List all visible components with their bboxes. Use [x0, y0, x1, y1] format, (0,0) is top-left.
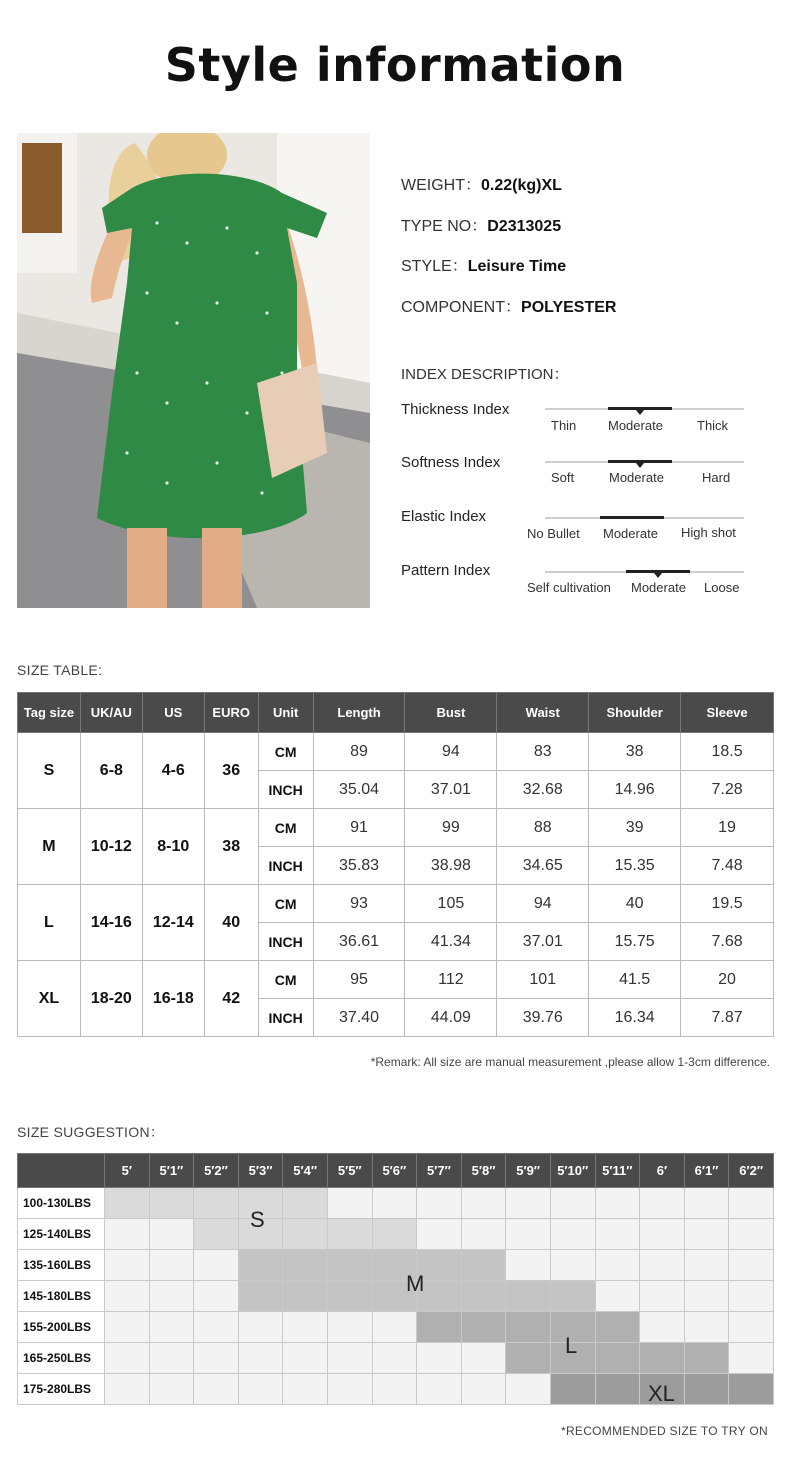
height-header: 5′10″ [550, 1154, 595, 1188]
suggestion-cell [461, 1343, 506, 1374]
measurement-cell: 19 [681, 809, 774, 847]
suggestion-cell [640, 1312, 685, 1343]
suggestion-cell [105, 1219, 150, 1250]
height-header: 6′2″ [729, 1154, 774, 1188]
measurement-cell: 88 [497, 809, 589, 847]
header-cell: Bust [405, 693, 497, 733]
header-cell: Sleeve [681, 693, 774, 733]
suggestion-cell [729, 1312, 774, 1343]
header-cell: Unit [258, 693, 313, 733]
index-option: High shot [681, 525, 736, 540]
measurement-cell: 16.34 [589, 999, 681, 1037]
weight-cell: 135-160LBS [18, 1250, 105, 1281]
index-option: Self cultivation [527, 580, 611, 595]
size-euro-cell: 40 [204, 885, 258, 961]
index-option: Hard [702, 470, 731, 485]
size-uk-cell: 10-12 [80, 809, 142, 885]
size-suggestion-table [17, 1153, 774, 1405]
suggestion-cell [506, 1374, 551, 1405]
weight-cell: 125-140LBS [18, 1219, 105, 1250]
suggestion-cell [149, 1188, 194, 1219]
measurement-cell: 101 [497, 961, 589, 999]
table-row [18, 1343, 774, 1374]
suggestion-header [18, 1154, 774, 1188]
index-option: Moderate [631, 580, 686, 595]
suggestion-cell [506, 1281, 551, 1312]
page-title: Style information [164, 38, 626, 92]
pattern-index [401, 562, 746, 606]
suggestion-cell [684, 1250, 729, 1281]
unit-cell: CM [258, 733, 313, 771]
measurement-cell: 14.96 [589, 771, 681, 809]
index-label: Softness Index [401, 454, 501, 471]
suggestion-cell [595, 1219, 640, 1250]
suggestion-cell [684, 1312, 729, 1343]
size-us-cell: 12-14 [142, 885, 204, 961]
measurement-cell: 35.04 [313, 771, 405, 809]
measurement-cell: 7.28 [681, 771, 774, 809]
index-option: Thin [551, 418, 577, 433]
suggestion-cell [506, 1343, 551, 1374]
index-option: Soft [551, 470, 575, 485]
suggestion-cell [194, 1343, 239, 1374]
header-cell: UK/AU [80, 693, 142, 733]
table-row [18, 1250, 774, 1281]
index-label: Elastic Index [401, 508, 487, 525]
measurement-cell: 20 [681, 961, 774, 999]
measurement-cell: 105 [405, 885, 497, 923]
index-label: Pattern Index [401, 562, 491, 579]
height-header: 5′5″ [327, 1154, 372, 1188]
suggestion-cell [372, 1219, 417, 1250]
measurement-cell: 112 [405, 961, 497, 999]
spec-component: COMPONENT：POLYESTER [401, 299, 617, 316]
measurement-cell: 89 [313, 733, 405, 771]
index-option: Thick [697, 418, 729, 433]
index-option: Moderate [603, 526, 658, 541]
suggestion-cell [283, 1250, 328, 1281]
suggestion-cell [372, 1343, 417, 1374]
suggestion-cell [640, 1250, 685, 1281]
height-header: 5′ [105, 1154, 150, 1188]
suggestion-cell [595, 1250, 640, 1281]
suggestion-cell [105, 1281, 150, 1312]
index-option: Moderate [609, 470, 664, 485]
size-euro-cell: 38 [204, 809, 258, 885]
measurement-cell: 93 [313, 885, 405, 923]
index-option: Moderate [608, 418, 663, 433]
suggestion-cell [550, 1219, 595, 1250]
size-table [17, 692, 774, 1037]
weight-cell: 155-200LBS [18, 1312, 105, 1343]
measurement-cell: 44.09 [405, 999, 497, 1037]
thickness-index [401, 401, 746, 445]
suggestion-cell [640, 1188, 685, 1219]
size-euro-cell: 36 [204, 733, 258, 809]
suggestion-cell [194, 1312, 239, 1343]
suggestion-cell [684, 1188, 729, 1219]
suggestion-cell [417, 1343, 462, 1374]
size-table-title: SIZE TABLE: [17, 662, 103, 678]
size-uk-cell: 6-8 [80, 733, 142, 809]
measurement-cell: 34.65 [497, 847, 589, 885]
suggestion-cell [417, 1374, 462, 1405]
suggestion-cell [194, 1374, 239, 1405]
suggestion-cell [327, 1312, 372, 1343]
table-row [18, 885, 774, 923]
measurement-cell: 41.34 [405, 923, 497, 961]
size-tag-cell: XL [18, 961, 81, 1037]
suggestion-cell [105, 1343, 150, 1374]
unit-cell: CM [258, 961, 313, 999]
suggestion-cell [595, 1374, 640, 1405]
measurement-cell: 19.5 [681, 885, 774, 923]
suggestion-cell [729, 1188, 774, 1219]
measurement-cell: 99 [405, 809, 497, 847]
suggestion-cell [283, 1343, 328, 1374]
height-header: 6′1″ [684, 1154, 729, 1188]
suggestion-cell [729, 1343, 774, 1374]
index-option: No Bullet [527, 526, 580, 541]
suggestion-cell [327, 1219, 372, 1250]
suggestion-cell [283, 1219, 328, 1250]
suggestion-cell [327, 1343, 372, 1374]
recommended-note: *RECOMMENDED SIZE TO TRY ON [560, 1424, 768, 1438]
height-header: 5′1″ [149, 1154, 194, 1188]
suggestion-cell [105, 1374, 150, 1405]
measurement-cell: 38.98 [405, 847, 497, 885]
suggestion-cell [729, 1219, 774, 1250]
measurement-cell: 18.5 [681, 733, 774, 771]
measurement-cell: 36.61 [313, 923, 405, 961]
height-header: 5′4″ [283, 1154, 328, 1188]
measurement-cell: 95 [313, 961, 405, 999]
height-header: 6′ [640, 1154, 685, 1188]
suggestion-cell [238, 1374, 283, 1405]
table-row [18, 961, 774, 999]
height-header: 5′11″ [595, 1154, 640, 1188]
suggestion-cell [149, 1343, 194, 1374]
suggestion-cell [550, 1250, 595, 1281]
index-marker [654, 573, 662, 578]
spec-type-no: TYPE NO：D2313025 [401, 218, 562, 235]
index-marker [636, 463, 644, 468]
corner-cell [18, 1154, 105, 1188]
suggestion-cell [595, 1188, 640, 1219]
header-cell: Tag size [18, 693, 81, 733]
suggestion-cell [417, 1312, 462, 1343]
height-header: 5′9″ [506, 1154, 551, 1188]
header-cell: EURO [204, 693, 258, 733]
weight-cell: 145-180LBS [18, 1281, 105, 1312]
index-description-heading: INDEX DESCRIPTION： [401, 366, 569, 383]
measurement-cell: 7.87 [681, 999, 774, 1037]
size-uk-cell: 18-20 [80, 961, 142, 1037]
suggestion-cell [729, 1281, 774, 1312]
suggestion-cell [105, 1312, 150, 1343]
suggestion-cell [238, 1250, 283, 1281]
height-header: 5′3″ [238, 1154, 283, 1188]
measurement-cell: 32.68 [497, 771, 589, 809]
size-suggestion-title: SIZE SUGGESTION： [17, 1124, 165, 1140]
index-label: Thickness Index [401, 401, 510, 418]
measurement-cell: 37.01 [405, 771, 497, 809]
dress-illustration [17, 133, 370, 608]
suggestion-cell [149, 1250, 194, 1281]
size-euro-cell: 42 [204, 961, 258, 1037]
unit-cell: CM [258, 809, 313, 847]
suggestion-cell [684, 1219, 729, 1250]
suggestion-cell [550, 1281, 595, 1312]
measurement-cell: 38 [589, 733, 681, 771]
unit-cell: INCH [258, 923, 313, 961]
suggestion-cell [684, 1343, 729, 1374]
suggestion-cell [684, 1374, 729, 1405]
suggestion-cell [506, 1219, 551, 1250]
size-remark: *Remark: All size are manual measurement ,please allow 1-3cm difference. [370, 1055, 770, 1069]
measurement-cell: 37.01 [497, 923, 589, 961]
suggestion-cell [595, 1281, 640, 1312]
height-header: 5′7″ [417, 1154, 462, 1188]
suggestion-cell [238, 1281, 283, 1312]
measurement-cell: 15.35 [589, 847, 681, 885]
suggestion-cell [327, 1281, 372, 1312]
suggestion-cell [595, 1343, 640, 1374]
suggestion-cell [149, 1312, 194, 1343]
suggestion-cell [372, 1188, 417, 1219]
spec-style: STYLE：Leisure Time [401, 258, 567, 275]
size-tag-cell: M [18, 809, 81, 885]
unit-cell: INCH [258, 771, 313, 809]
measurement-cell: 91 [313, 809, 405, 847]
size-us-cell: 16-18 [142, 961, 204, 1037]
suggestion-cell [194, 1219, 239, 1250]
size-tag-cell: S [18, 733, 81, 809]
size-us-cell: 4-6 [142, 733, 204, 809]
weight-cell: 100-130LBS [18, 1188, 105, 1219]
suggestion-cell [105, 1188, 150, 1219]
measurement-cell: 41.5 [589, 961, 681, 999]
weight-cell: 165-250LBS [18, 1343, 105, 1374]
suggestion-cell [461, 1374, 506, 1405]
suggestion-cell [372, 1312, 417, 1343]
size-label-xl: XL [648, 1381, 675, 1406]
suggestion-cell [640, 1281, 685, 1312]
measurement-cell: 37.40 [313, 999, 405, 1037]
suggestion-cell [461, 1250, 506, 1281]
size-tag-cell: L [18, 885, 81, 961]
spec-weight: WEIGHT：0.22(kg)XL [401, 177, 562, 194]
measurement-cell: 7.68 [681, 923, 774, 961]
suggestion-cell [327, 1188, 372, 1219]
table-row [18, 1312, 774, 1343]
weight-cell: 175-280LBS [18, 1374, 105, 1405]
measurement-cell: 83 [497, 733, 589, 771]
suggestion-cell [461, 1312, 506, 1343]
measurement-cell: 15.75 [589, 923, 681, 961]
measurement-cell: 94 [405, 733, 497, 771]
table-row [18, 809, 774, 847]
suggestion-cell [640, 1219, 685, 1250]
suggestion-cell [461, 1219, 506, 1250]
suggestion-cell [506, 1250, 551, 1281]
suggestion-cell [149, 1219, 194, 1250]
table-row [18, 1219, 774, 1250]
suggestion-cell [640, 1343, 685, 1374]
suggestion-cell [417, 1188, 462, 1219]
unit-cell: CM [258, 885, 313, 923]
suggestion-cell [461, 1281, 506, 1312]
elastic-index [401, 508, 746, 552]
suggestion-cell [105, 1250, 150, 1281]
suggestion-cell [417, 1219, 462, 1250]
softness-index [401, 454, 746, 498]
measurement-cell: 40 [589, 885, 681, 923]
suggestion-cell [194, 1250, 239, 1281]
suggestion-cell [283, 1374, 328, 1405]
measurement-cell: 39.76 [497, 999, 589, 1037]
size-us-cell: 8-10 [142, 809, 204, 885]
height-header: 5′2″ [194, 1154, 239, 1188]
size-uk-cell: 14-16 [80, 885, 142, 961]
suggestion-cell [238, 1343, 283, 1374]
suggestion-cell [149, 1281, 194, 1312]
suggestion-cell [283, 1188, 328, 1219]
suggestion-cell [729, 1374, 774, 1405]
suggestion-cell [461, 1188, 506, 1219]
table-row [18, 733, 774, 771]
size-label-l: L [565, 1333, 578, 1358]
suggestion-cell [327, 1250, 372, 1281]
unit-cell: INCH [258, 999, 313, 1037]
suggestion-cell [327, 1374, 372, 1405]
suggestion-cell [506, 1312, 551, 1343]
size-label-s: S [250, 1207, 265, 1232]
measurement-cell: 39 [589, 809, 681, 847]
unit-cell: INCH [258, 847, 313, 885]
height-header: 5′6″ [372, 1154, 417, 1188]
suggestion-cell [283, 1281, 328, 1312]
suggestion-cell [372, 1374, 417, 1405]
index-option: Loose [704, 580, 740, 595]
size-table-header [18, 693, 774, 733]
suggestion-cell [684, 1281, 729, 1312]
header-cell: Waist [497, 693, 589, 733]
table-row [18, 1281, 774, 1312]
header-cell: Shoulder [589, 693, 681, 733]
index-active-segment [600, 516, 664, 519]
measurement-cell: 94 [497, 885, 589, 923]
index-marker [636, 410, 644, 415]
suggestion-cell [149, 1374, 194, 1405]
suggestion-cell [550, 1188, 595, 1219]
header-cell: US [142, 693, 204, 733]
suggestion-cell [283, 1312, 328, 1343]
height-header: 5′8″ [461, 1154, 506, 1188]
measurement-cell: 35.83 [313, 847, 405, 885]
suggestion-cell [595, 1312, 640, 1343]
size-label-m: M [406, 1271, 425, 1296]
suggestion-cell [729, 1250, 774, 1281]
suggestion-cell [194, 1281, 239, 1312]
suggestion-cell [194, 1188, 239, 1219]
suggestion-cell [550, 1374, 595, 1405]
suggestion-cell [238, 1312, 283, 1343]
measurement-cell: 7.48 [681, 847, 774, 885]
table-row [18, 1188, 774, 1219]
suggestion-cell [506, 1188, 551, 1219]
product-photo [17, 133, 370, 608]
header-cell: Length [313, 693, 405, 733]
